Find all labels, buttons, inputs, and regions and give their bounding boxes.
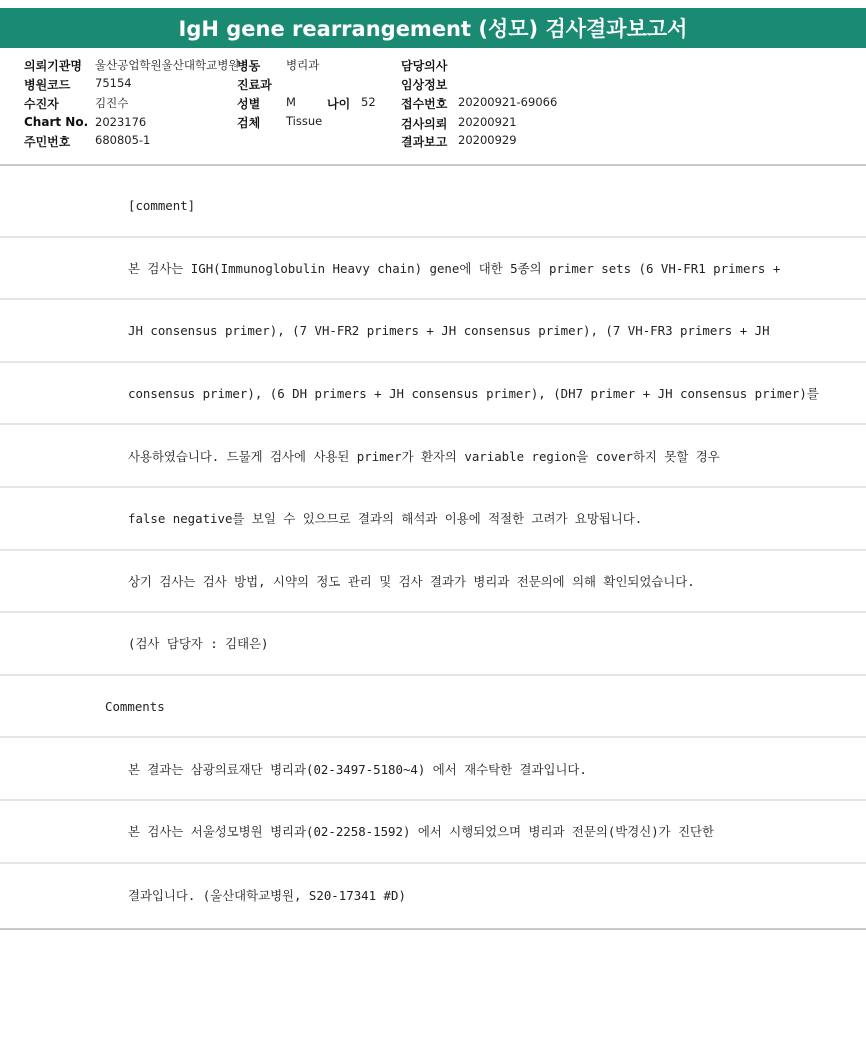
report-line: [0, 425, 866, 488]
id-number-label: 주민번호: [24, 135, 71, 149]
report-line-text: 본 검사는 서울성모병원 병리과(02-2258-1592) 에서 시행되었으며 병리과 전문의(박경신)가 진단한: [128, 824, 714, 840]
chart-no-label: Chart No.: [24, 115, 89, 129]
hospital-code-label: 병원코드: [24, 78, 71, 92]
ward-label: 병동: [237, 59, 261, 73]
request-label: 검사의뢰: [401, 117, 448, 131]
receipt-value: 20200921-69066: [458, 95, 558, 109]
report-line-text: 본 결과는 삼광의료재단 병리과(02-3497-5180~4) 에서 재수탁한 결과입니다.: [128, 761, 587, 777]
sex-label: 성별: [237, 97, 261, 111]
report-date-label: 결과보고: [401, 135, 448, 149]
report-line: [0, 551, 866, 614]
report-line: [0, 738, 866, 801]
specimen-label: 검체: [237, 116, 261, 130]
sex-value: M: [286, 95, 296, 109]
institution-value: 울산공업학원울산대학교병원: [95, 58, 240, 72]
report-line: [0, 864, 866, 927]
report-line: [0, 801, 866, 864]
report-line: [0, 363, 866, 426]
report-line: [0, 613, 866, 676]
report-line: [0, 175, 866, 238]
age-value: 52: [361, 95, 376, 109]
report-line-text: 사용하였습니다. 드물게 검사에 사용된 primer가 환자의 variable region을 cover하지 못할 경우: [128, 448, 720, 464]
ward-value: 병리과: [286, 58, 320, 72]
report-line-text: [comment]: [128, 197, 196, 213]
report-line-text: JH consensus primer), (7 VH-FR2 primers + JH consensus primer), (7 VH-FR3 primers + JH: [128, 322, 770, 338]
report-line-text: false negative를 보일 수 있으므로 결과의 해석과 이용에 적절한 고려가 요망됩니다.: [128, 511, 643, 527]
department-label: 진료과: [237, 78, 272, 92]
institution-label: 의뢰기관명: [24, 59, 82, 73]
comments-heading-row: [0, 676, 866, 739]
id-number-value: 680805-1: [95, 133, 151, 147]
header-divider: [0, 164, 866, 166]
report-date-value: 20200929: [458, 133, 517, 147]
report-line-text: consensus primer), (6 DH primers + JH consensus primer), (DH7 primer + JH consensus primer)를: [128, 386, 819, 402]
clinical-info-label: 임상정보: [401, 78, 448, 92]
comments-heading: Comments: [105, 698, 165, 714]
hospital-code-value: 75154: [95, 76, 132, 90]
doctor-label: 담당의사: [401, 59, 448, 73]
report-line-text: 본 검사는 IGH(Immunoglobulin Heavy chain) gene에 대한 5종의 primer sets (6 VH-FR1 primers +: [128, 260, 781, 276]
patient-value: 김진수: [95, 96, 129, 110]
patient-label: 수진자: [24, 97, 59, 111]
report-title: IgH gene rearrangement (성모) 검사결과보고서: [0, 8, 866, 48]
chart-no-value: 2023176: [95, 115, 147, 129]
report-line-text: 상기 검사는 검사 방법, 시약의 정도 관리 및 검사 결과가 병리과 전문의에 의해 확인되었습니다.: [128, 573, 695, 589]
report-header-info: [0, 52, 866, 166]
report-line: [0, 300, 866, 363]
specimen-value: Tissue: [286, 114, 323, 128]
report-body: [0, 175, 866, 926]
report-line: [0, 488, 866, 551]
report-line-text: (검사 담당자 : 김태은): [128, 636, 269, 652]
report-line: [0, 238, 866, 301]
request-value: 20200921: [458, 115, 517, 129]
age-label: 나이: [327, 97, 351, 111]
receipt-label: 접수번호: [401, 97, 448, 111]
footer-divider: [0, 928, 866, 930]
report-line-text: 결과입니다. (울산대학교병원, S20-17341 #D): [128, 887, 406, 903]
